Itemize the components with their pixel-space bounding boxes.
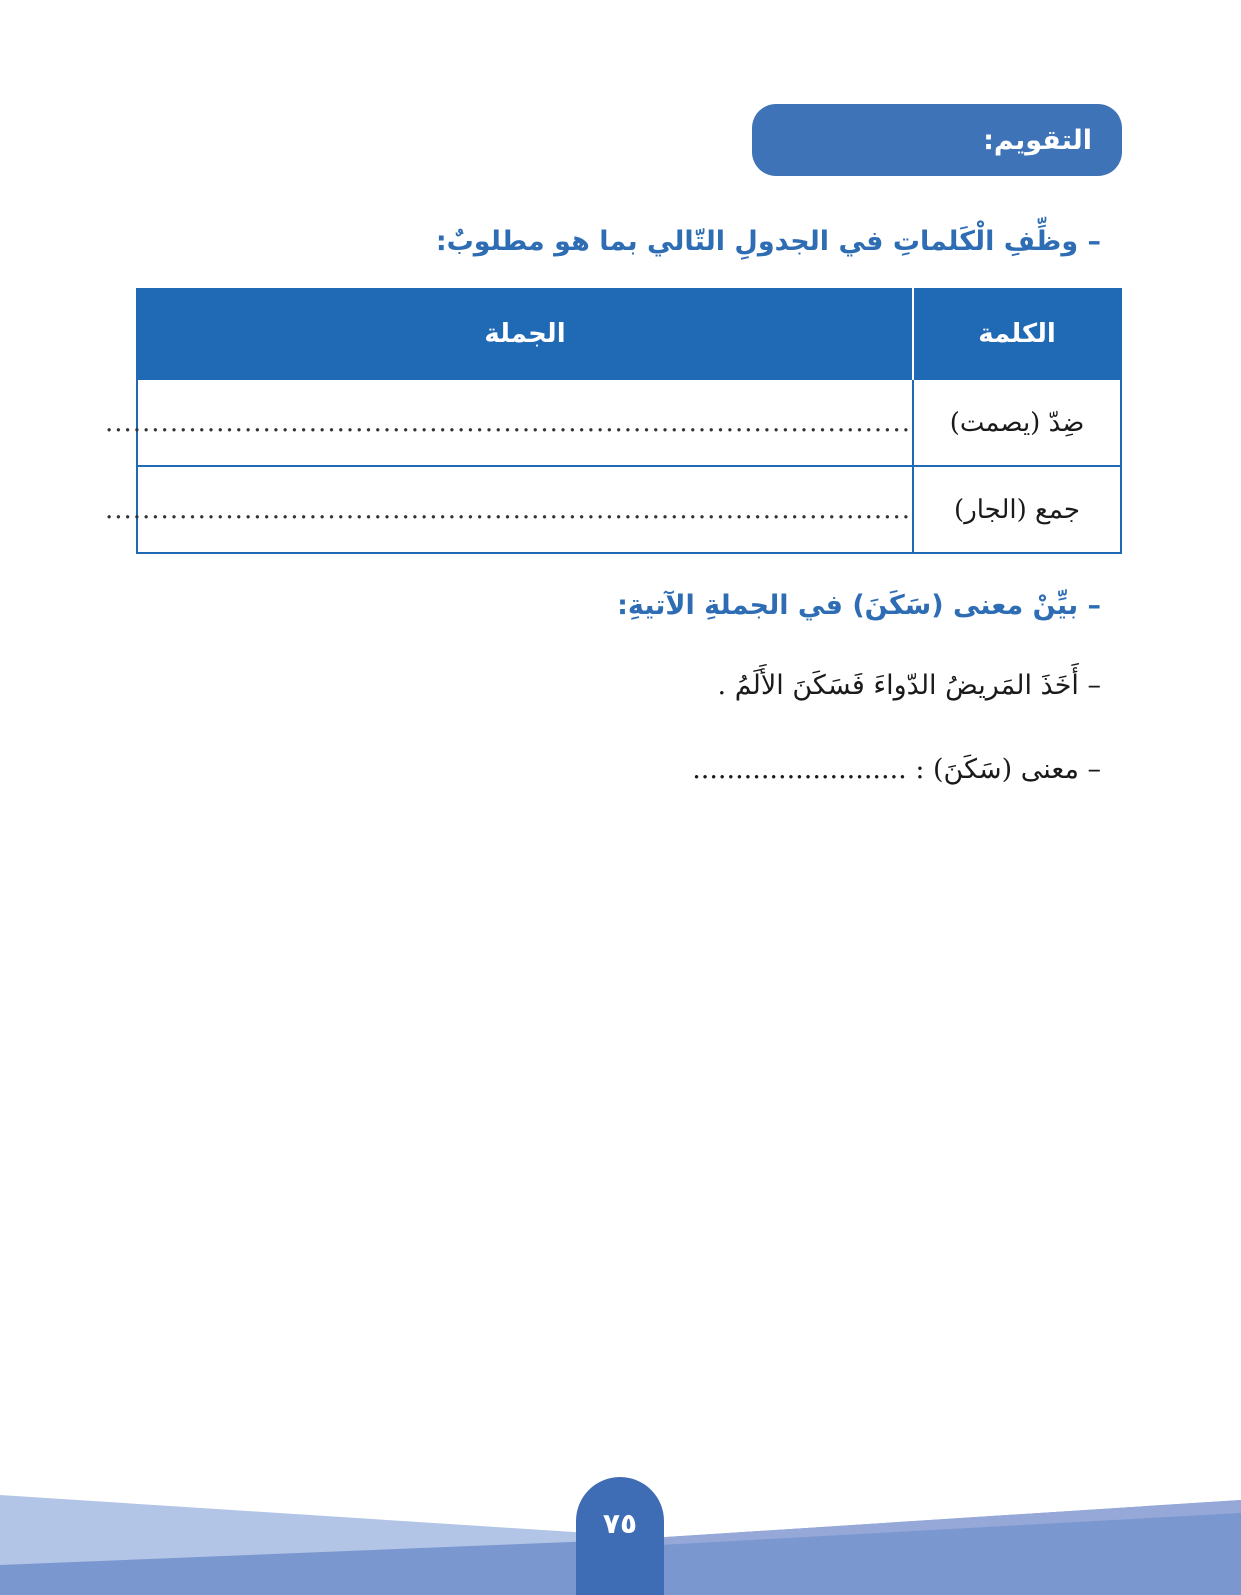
table-cell-word: جمع (الجار) (913, 466, 1121, 553)
table-row (137, 379, 1121, 466)
table-header-sentence: الجملة (137, 289, 913, 379)
table-header-word: الكلمة (913, 289, 1121, 379)
meaning-answer-blank[interactable]: ......................... (692, 754, 907, 785)
section-header-evaluation (752, 104, 1122, 176)
vocabulary-table (104, 288, 1122, 554)
meaning-label: – معنى (سَكَنَ) : (906, 754, 1101, 785)
exercise-2-instruction: – بيِّنْ معنى (سَكَنَ) في الجملةِ الآتيةِ: (617, 590, 1101, 621)
table-header-row (137, 289, 1121, 379)
meaning-line (101, 754, 1101, 785)
table-row (137, 466, 1121, 553)
example-sentence: – أَخَذَ المَريضُ الدّواءَ فَسَكَنَ الأَلَمُ . (717, 670, 1101, 701)
sentence-answer-blank[interactable]: ....................................................................................... (137, 379, 913, 466)
section-header-title: التقويم: (983, 124, 1092, 156)
table-cell-word: ضِدّ (يصمت) (913, 379, 1121, 466)
page-number: ٧٥ (602, 1507, 638, 1540)
exercise-1-instruction: – وظِّفِ الْكَلماتِ في الجدولِ التّالي بما هو مطلوبٌ: (435, 226, 1101, 257)
page-number-badge (576, 1477, 664, 1595)
sentence-answer-blank[interactable]: ....................................................................................... (137, 466, 913, 553)
